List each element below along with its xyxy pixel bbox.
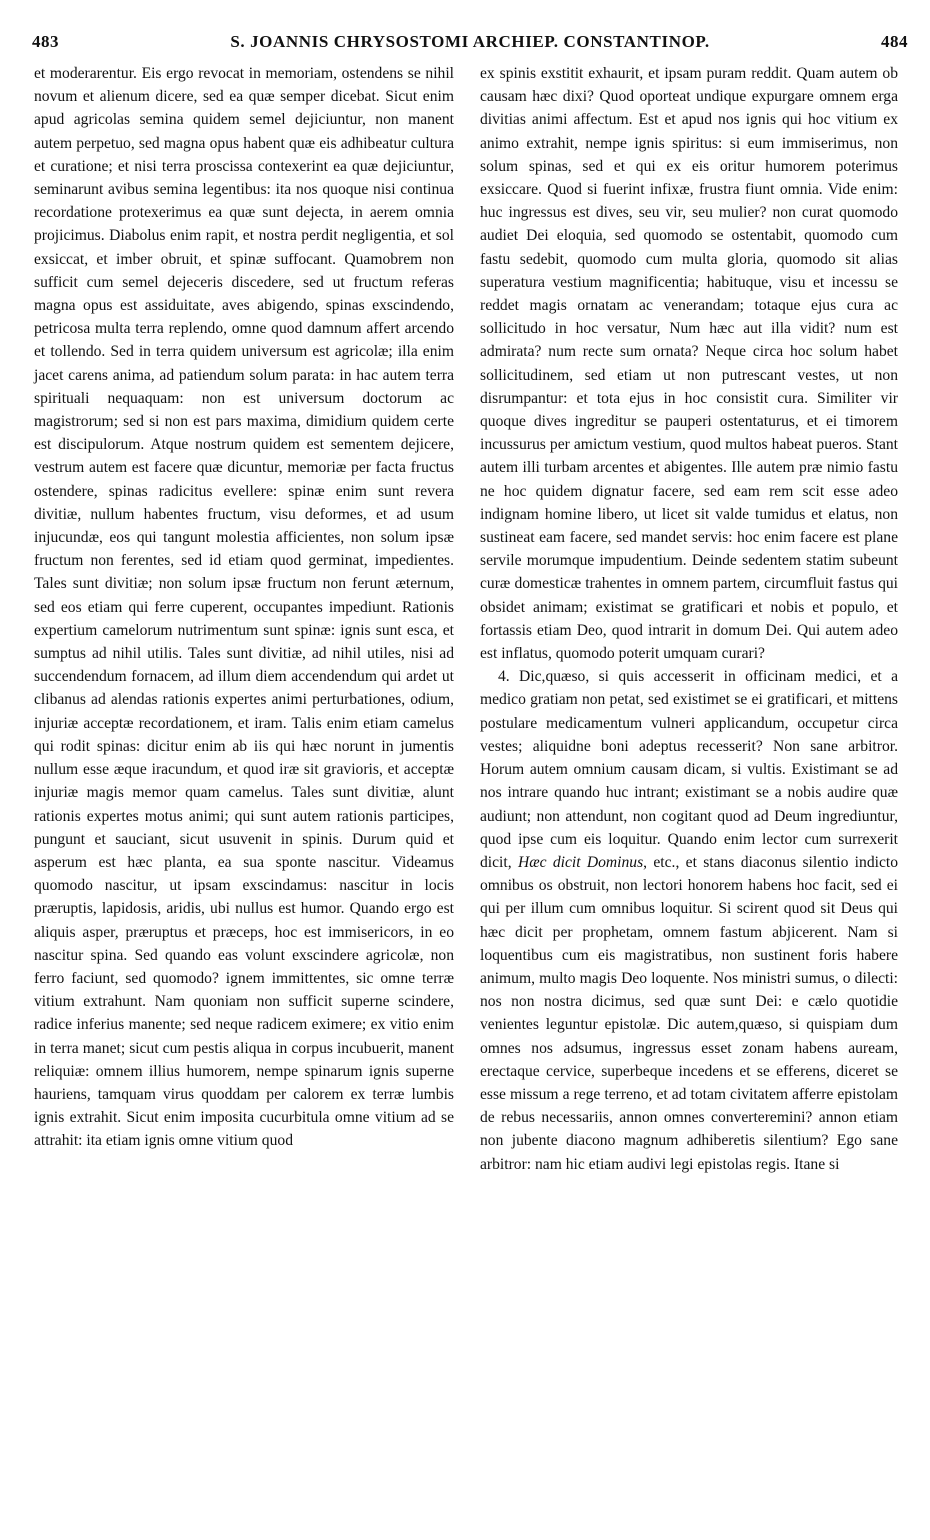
paragraph-2-text-b: , etc., et stans diaconus silentio indicto omnibus os obstruit, non lectori honorem habens hoc facit, sed ei qui per illum cum omnibus loquitur. Si scirent quod sit Deus qui hæc dicit per prophetam, omnem fastum abjicerent. Nam si loquentibus cum eis magistratibus, non sustinent foris habere animum, multo magis Deo loquente. Nos ministri sumus, o dilecti: nos non nostra dicimus, sed quæ sunt Dei: e cælo quotidie venientes leguntur epistolæ. Dic autem,quæso, si quispiam dum omnes nos adsumus, ingressus esset zonam habens auream, erectaque cervice, superbeque incedens et se efferens, diceret se esse missum a rege terreno, et ad totam civitatem afferre epistolam de rebus necessariis, annon omnes converteremini? annon etiam non jubente diacono magnum adhiberetis silentium? Ego sane arbitror: nam hic etiam audivi legi epistolas regis. Itane si [480, 853, 898, 1173]
right-column-paragraph-1: ex spinis exstitit exhaurit, et ipsam puram reddit. Quam autem ob causam hæc dixi? Quod oporteat undique expurgare omnem erga divitias animi affectum. Est et apud nos ignis qui hoc vitium ex animo extrahit, nempe ignis spiritus: si eum immiserimus, non solum spinas, sed et qui ex eis oritur humorem poterimus exsiccare. Quod si fuerint infixæ, frustra fiunt omnia. Vide enim: huc ingressus est dives, seu vir, seu mulier? non curat quomodo audiet Dei eloquia, sed quomodo se ostentabit, quomodo cum fastu sedebit, quomodo cum multa gloria, quomodo sit alias superatura vestium magnificentia; habituque, visu et incessu se reddet magis ornatam ac venerandam; totaque ejus cura ac sollicitudo in hoc versatur, Num hæc aut illa vidit? num est admirata? num recte sum ornata? Neque circa hoc solum habet sollicitudinem, sed etiam ut non putrescant vestes, ut non disrumpantur: et tota ejus in hoc consistit cura. Similiter vir quoque dives ingreditur se pauperi ostentaturus, et ei timorem incussurus per amictum vestium, quod multos habeat pueros. Stant autem illi turbam arcentes et abigentes. Ille autem præ nimio fastu ne hoc quidem dignatur facere, sed eam rem scit esse adeo indignam homine libero, ut licet sit valde tumidus et elatus, non sustineat eam facere, sed mandet servis: hoc enim facere est plane servile morumque impudentium. Deinde sedentem statim subeunt curæ domesticæ trahentes in omnem partem, circumfluit fastus qui obsidet animam; existimat se gratificari et nobis et populo, et fortassis etiam Deo, quod intrarit in domum Dei. Qui autem adeo est inflatus, quomodo poterit umquam curari? [480, 65, 898, 663]
running-title: S. JOANNIS CHRYSOSTOMI ARCHIEP. CONSTANTINOP. [230, 32, 710, 51]
quoted-phrase: Hæc dicit Dominus [517, 853, 644, 871]
right-column-paragraph-2 [480, 665, 898, 1175]
running-header [32, 32, 908, 56]
left-column-paragraph: et moderarentur. Eis ergo revocat in memoriam, ostendens se nihil novum et alienum dicere, sed ea quæ semper dicebat. Sicut enim apud agricolas semina quidem semel dejiciuntur, non manent autem perpetuo, sed magna opus habent quæ eis adhibeatur cultura et curatione; et nisi terra proscissa contexerint ea quæ dejiciuntur, seminarunt avibus semina legentibus: ita nos quoque nisi continua recordatione protexerimus ea quæ sunt dejecta, in aerem omnia projicimus. Diabolus enim rapit, et nostra perdit negligentia, et sol exsiccat, et imber obruit, et spinæ suffocant. Quamobrem non sufficit cum semel dejeceris discedere, sed ut fructum referas magna opus est assiduitate, aves abigendo, spinas exscindendo, petricosa multa terra replendo, omne quod damnum affert arcendo et tollendo. Sed in terra quidem universum est agricolæ; illa enim jacet carens anima, ad patiendum solum parata: in hac autem terra spirituali nequaquam: non est universum doctorum ac magistrorum; sed si non est pars maxima, dimidium quidem certe est discipulorum. Atque nostrum quidem est sementem dejicere, vestrum autem est facere quæ dicuntur, memoriæ per facta fructus ostendere, spinas radicitus evellere: spinæ enim sunt revera divitiæ, nullum habentes fructum, visu deformes, et ad usum injucundæ, eos qui tangunt molestia afficientes, non solum ipsæ fructum non ferentes, sed id etiam quod germinat, impedientes. Tales sunt divitiæ; non solum ipsæ fructum non ferunt æternum, sed eos etiam qui ferre cuperent, occupantes impediunt. Rationis expertium camelorum nutrimentum sunt spinæ: ignis sunt esca, et sumptus ad nihil utilis. Tales sunt divitiæ, ad nihil utiles, nisi ad succendendum fornacem, ad illum diem accendendum qui ardet ut clibanus ad alendas rationis expertes animi perturbationes, odium, injuriæ acceptæ recordationem, et iram. Talis enim etiam camelus qui rodit spinas: dicitur enim ab iis qui hæc norunt in jumentis nullum esse æque iracundum, et quod iræ sit gravioris, et acceptæ injuriæ magis memor quam camelus. Tales sunt divitiæ, alunt rationis expertes motus animi; qui sunt autem rationis participes, pungunt et sauciant, sicut usuvenit in spinis. Durum quid et asperum est hæc planta, ea sua sponte nascitur. Videamus quomodo nascitur, ut ipsam exscindamus: nascitur in locis præruptis, lapidosis, aridis, ubi nullus est humor. Quando ergo est aliquis asper, præruptus et præceps, hoc est immisericors, in eo nascitur spina. Sed quando eas volunt exscindere agricolæ, non ferro faciunt, sed quomodo? ignem immittentes, sic omne terræ vitium extrahunt. Nam quoniam non sufficit superne scindere, radice inferius manente; sed neque radicem eximere; ex vitio enim in terra manet; sicut cum pestis aliqua in corpus incubuerit, manent reliquiæ: omnem illius humorem, nempe spinarum ignis superne hauriens, tamquam virus quoddam per calorem ex terræ lumbis ignis extrahit. Sicut enim imposita cucurbitula omne vitium ad se attrahit: ita etiam ignis omne vitium quod [34, 65, 454, 1150]
right-column [480, 62, 898, 1176]
page-number-left: 483 [32, 32, 59, 51]
page-number-right: 484 [881, 32, 908, 51]
left-column [34, 62, 454, 1153]
paragraph-2-text-a: 4. Dic,quæso, si quis accesserit in officinam medici, et a medico gratiam non petat, sed existimet se ei gratificari, et mittens postulare medicamentum vulneri applicandum, occupetur circa vestes; aliquidne boni adeptus recesserit? Non sane arbitror. Horum autem omnium causam dicam, si vultis. Existimant se ad nos intrare quando huc intrant; existimant se a nobis audire quæ audiunt; non attendunt, non cogitant quod ad Deum ingrediuntur, quod ipse cum eis loquitur. Quando enim lector cum surrexerit dicit, [480, 668, 898, 871]
